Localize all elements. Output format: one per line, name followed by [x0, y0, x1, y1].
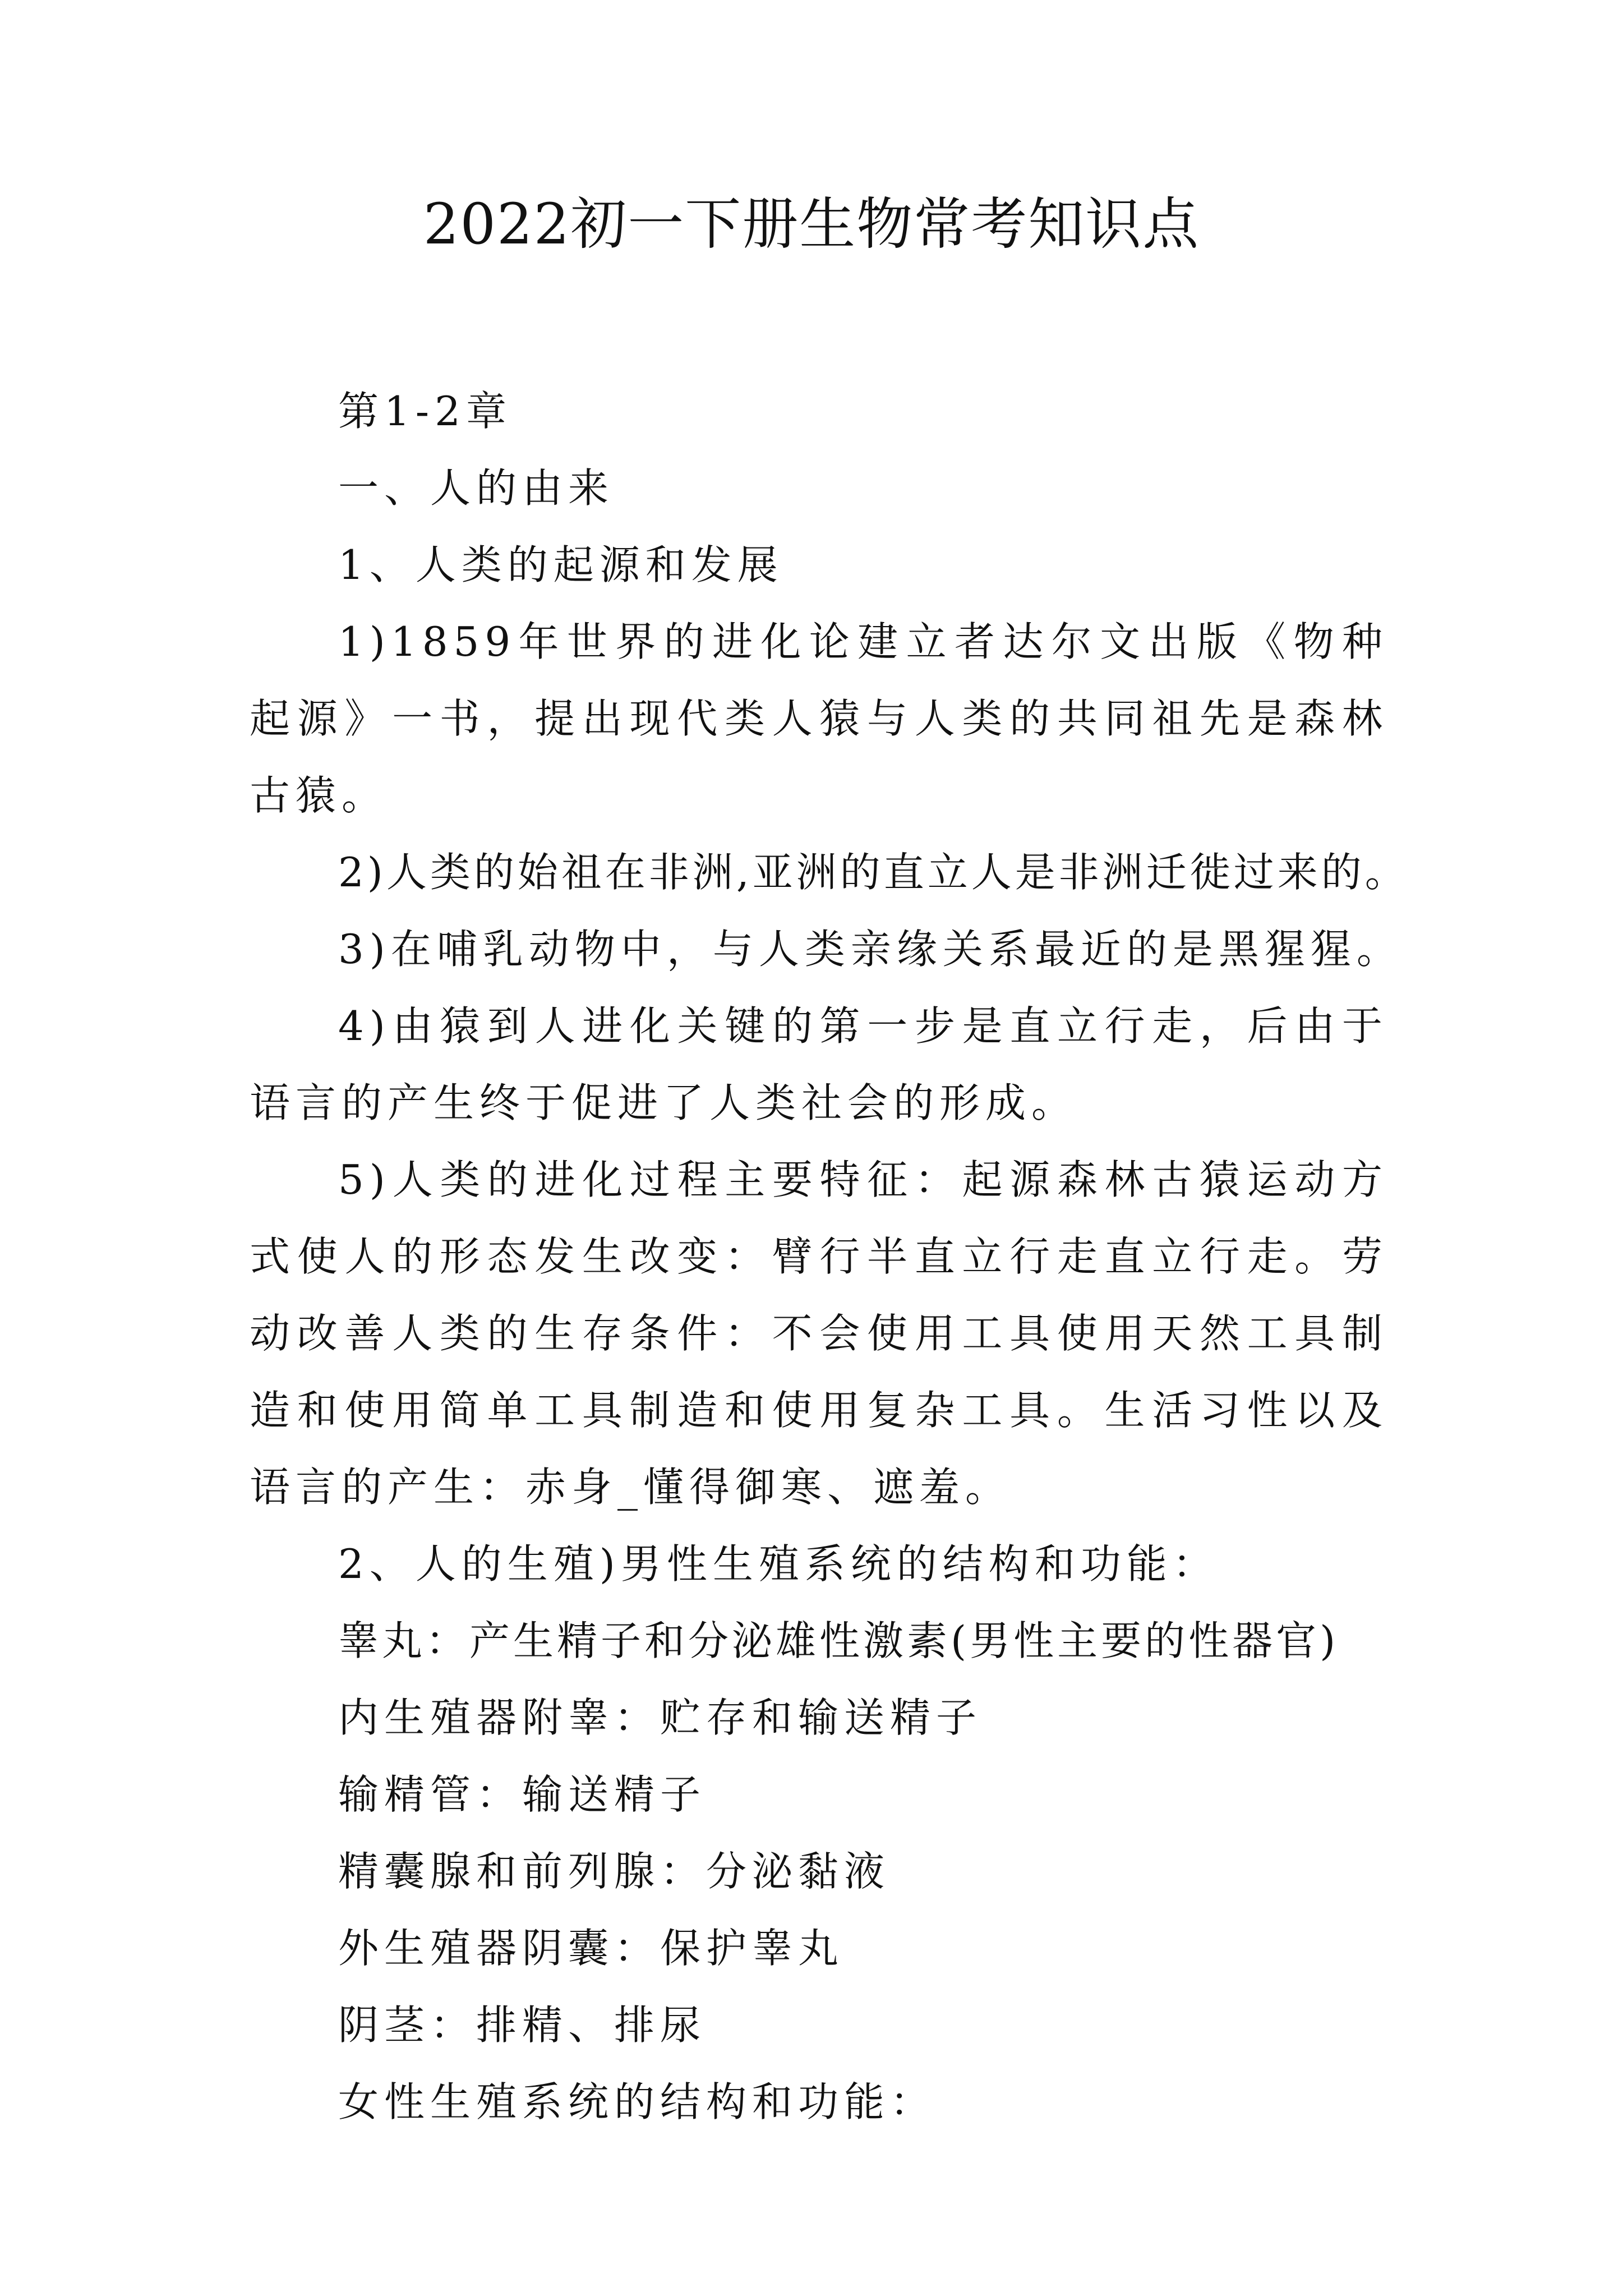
document-title: 2022初一下册生物常考知识点 — [423, 191, 1200, 257]
paragraph: 外生殖器阴囊：保护睾丸 — [338, 1925, 845, 1972]
chapter-heading: 第1-2章 — [338, 388, 512, 435]
paragraph: 女性生殖系统的结构和功能： — [338, 2078, 937, 2125]
paragraph: 5)人类的进化过程主要特征：起源森林古猿运动方式使人的形态发生改变：臂行半直立行走直立行走。劳动改善人类的生存条件：不会使用工具使用天然工具制造和使用简单工具制造和使用复杂工具。生活习性以及语言的产生：赤身_懂得御寒、遮羞。 — [250, 1156, 1388, 1511]
paragraph: 内生殖器附睾：贮存和输送精子 — [338, 1694, 983, 1741]
paragraph: 精囊腺和前列腺：分泌黏液 — [338, 1848, 891, 1895]
subsection-heading: 1、人类的起源和发展 — [338, 541, 783, 588]
paragraph: 1)1859年世界的进化论建立者达尔文出版《物种起源》一书，提出现代类人猿与人类的共同祖先是森林古猿。 — [250, 618, 1388, 819]
paragraph: 2)人类的始祖在非洲,亚洲的直立人是非洲迁徙过来的。 — [338, 849, 1409, 896]
subsection-heading: 2、人的生殖)男性生殖系统的结构和功能： — [338, 1540, 1219, 1588]
paragraph: 输精管：输送精子 — [338, 1771, 707, 1818]
section-heading: 一、人的由来 — [338, 464, 615, 512]
paragraph: 3)在哺乳动物中，与人类亲缘关系最近的是黑猩猩。 — [338, 926, 1403, 973]
paragraph: 阴茎：排精、排尿 — [338, 2001, 707, 2049]
paragraph: 4)由猿到人进化关键的第一步是直立行走，后由于语言的产生终于促进了人类社会的形成。 — [250, 1002, 1388, 1126]
document-body — [250, 373, 1409, 2141]
paragraph: 睾丸：产生精子和分泌雄性激素(男性主要的性器官) — [338, 1617, 1339, 1664]
